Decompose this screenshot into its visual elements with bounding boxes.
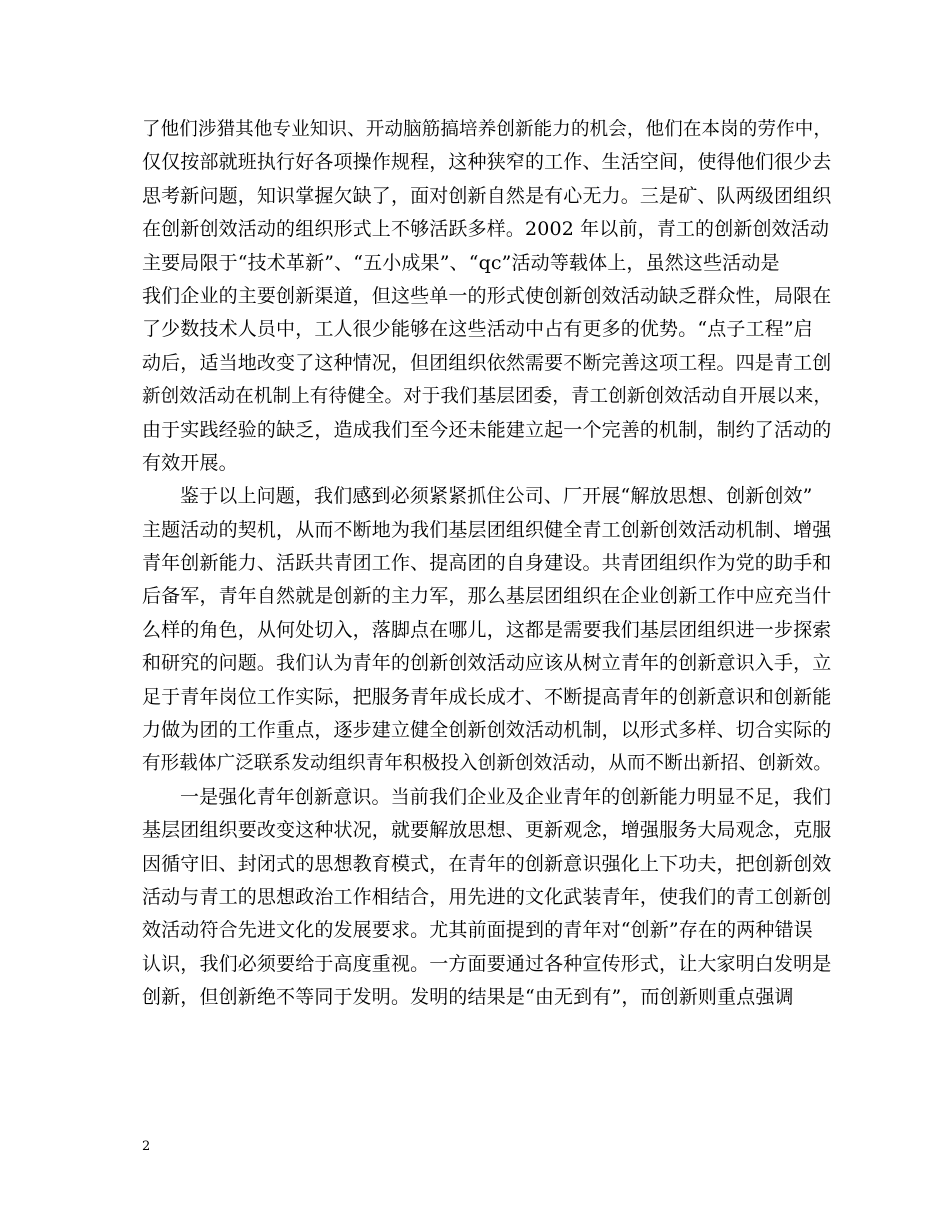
- text-line: 新创效活动在机制上有待健全。对于我们基层团委，青工创新创效活动自开展以来，: [142, 386, 833, 408]
- text-line: 力做为团的工作重点，逐步建立健全创新创效活动机制，以形式多样、切合实际的: [142, 719, 832, 742]
- text-line: 因循守旧、封闭式的思想教育模式，在青年的创新意识强化上下功夫，把创新创效: [142, 852, 832, 875]
- text-line: 动后，适当地改变了这种情况，但团组织依然需要不断完善这项工程。四是青工创: [142, 351, 832, 374]
- text-line: 我们企业的主要创新渠道，但这些单一的形式使创新创效活动缺乏群众性，局限在: [142, 284, 832, 307]
- paragraph: [142, 480, 832, 781]
- text-line: 主要局限于“技术革新”、“五小成果”、“qc”活动等载体上，虽然这些活动是: [142, 251, 780, 274]
- text-line: 和研究的问题。我们认为青年的创新创效活动应该从树立青年的创新意识入手，立: [142, 652, 832, 675]
- text-line: 足于青年岗位工作实际，把服务青年成长成才、不断提高青年的创新意识和创新能: [142, 685, 832, 708]
- body-text: [142, 113, 832, 1015]
- text-line: 有效开展。: [142, 451, 238, 474]
- text-line: 仅仅按部就班执行好各项操作规程，这种狭窄的工作、生活空间，使得他们很少去: [142, 151, 832, 174]
- paragraph: [142, 781, 832, 1015]
- text-line: 了少数技术人员中，工人很少能够在这些活动中占有更多的优势。“点子工程”启: [142, 318, 813, 341]
- text-line: 青年创新能力、活跃共青团工作、提高团的自身建设。共青团组织作为党的助手和: [142, 552, 832, 575]
- text-line: 主题活动的契机，从而不断地为我们基层团组织健全青工创新创效活动机制、增强: [142, 518, 832, 541]
- text-line: 一是强化青年创新意识。当前我们企业及企业青年的创新能力明显不足，我们: [180, 785, 832, 808]
- text-line: 效活动符合先进文化的发展要求。尤其前面提到的青年对“创新”存在的两种错误: [142, 919, 813, 942]
- text-line: 了他们涉猎其他专业知识、开动脑筋搞培养创新能力的机会，他们在本岗的劳作中，: [142, 119, 833, 140]
- page-number: 2: [142, 1139, 151, 1154]
- text-line: 认识，我们必须要给于高度重视。一方面要通过各种宣传形式，让大家明白发明是: [142, 952, 832, 975]
- text-line: 后备军，青年自然就是创新的主力军，那么基层团组织在企业创新工作中应充当什: [142, 585, 832, 608]
- text-line: 有形载体广泛联系发动组织青年积极投入创新创效活动，从而不断出新招、创新效。: [142, 753, 833, 775]
- text-line: 鉴于以上问题，我们感到必须紧紧抓住公司、厂开展“解放思想、创新创效”: [180, 485, 813, 508]
- text-line: 由于实践经验的缺乏，造成我们至今还未能建立起一个完善的机制，制约了活动的: [142, 418, 832, 441]
- text-line: 思考新问题，知识掌握欠缺了，面对创新自然是有心无力。三是矿、队两级团组织: [142, 184, 832, 207]
- text-line: 在创新创效活动的组织形式上不够活跃多样。2002 年以前，青工的创新创效活动: [142, 218, 830, 241]
- paragraph: [142, 113, 832, 480]
- text-line: 么样的角色，从何处切入，落脚点在哪儿，这都是需要我们基层团组织进一步探索: [142, 618, 832, 641]
- text-line: 活动与青工的思想政治工作相结合，用先进的文化武装青年，使我们的青工创新创: [142, 885, 832, 908]
- text-line: 创新，但创新绝不等同于发明。发明的结果是“由无到有”，而创新则重点强调: [142, 986, 794, 1009]
- text-line: 基层团组织要改变这种状况，就要解放思想、更新观念，增强服务大局观念，克服: [142, 819, 832, 842]
